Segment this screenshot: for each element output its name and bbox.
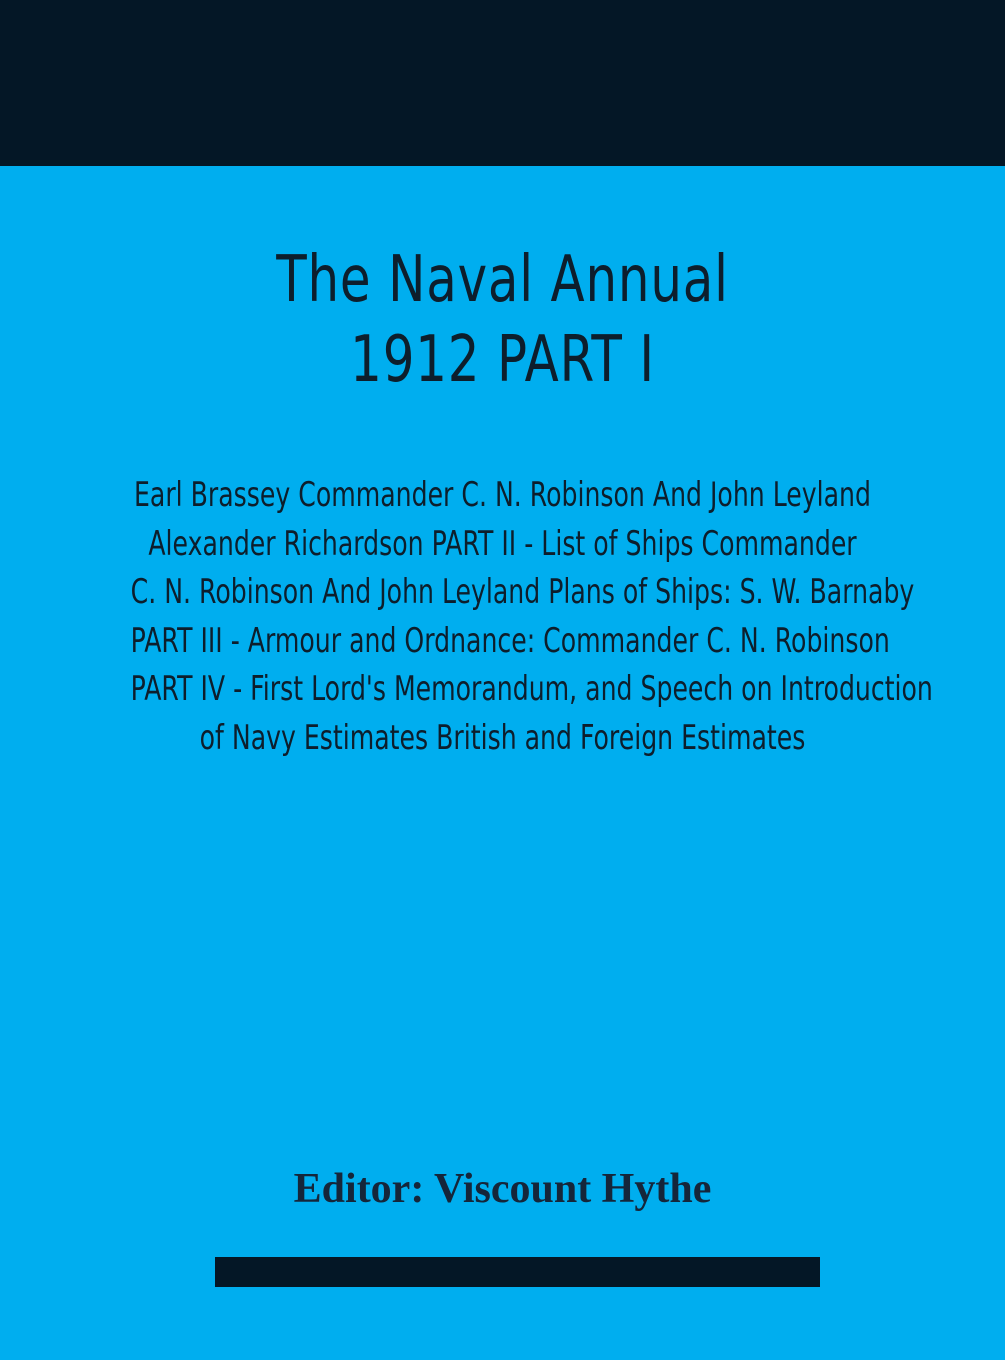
subtitle-line-4: PART III - Armour and Ordnance: Commander C. N. Robinson <box>130 620 890 661</box>
book-subtitle <box>0 471 1005 762</box>
bottom-bar <box>215 1257 820 1287</box>
title-line-1: The Naval Annual <box>276 243 729 317</box>
subtitle-line-6: of Navy Estimates British and Foreign Estimates <box>199 717 806 758</box>
title-line-2: 1912 PART I <box>350 323 655 397</box>
subtitle-line-1: Earl Brassey Commander C. N. Robinson And John Leyland <box>134 475 871 515</box>
top-band <box>0 0 1005 166</box>
subtitle-line-5: PART IV - First Lord's Memorandum, and Speech on Introduction <box>130 669 933 709</box>
editor-credit: Editor: Viscount Hythe <box>293 1166 712 1212</box>
subtitle-line-3: C. N. Robinson And John Leyland Plans of Ships: S. W. Barnaby <box>130 572 915 612</box>
subtitle-line-2: Alexander Richardson PART II - List of Ships Commander <box>148 523 857 564</box>
book-title <box>0 240 1005 400</box>
